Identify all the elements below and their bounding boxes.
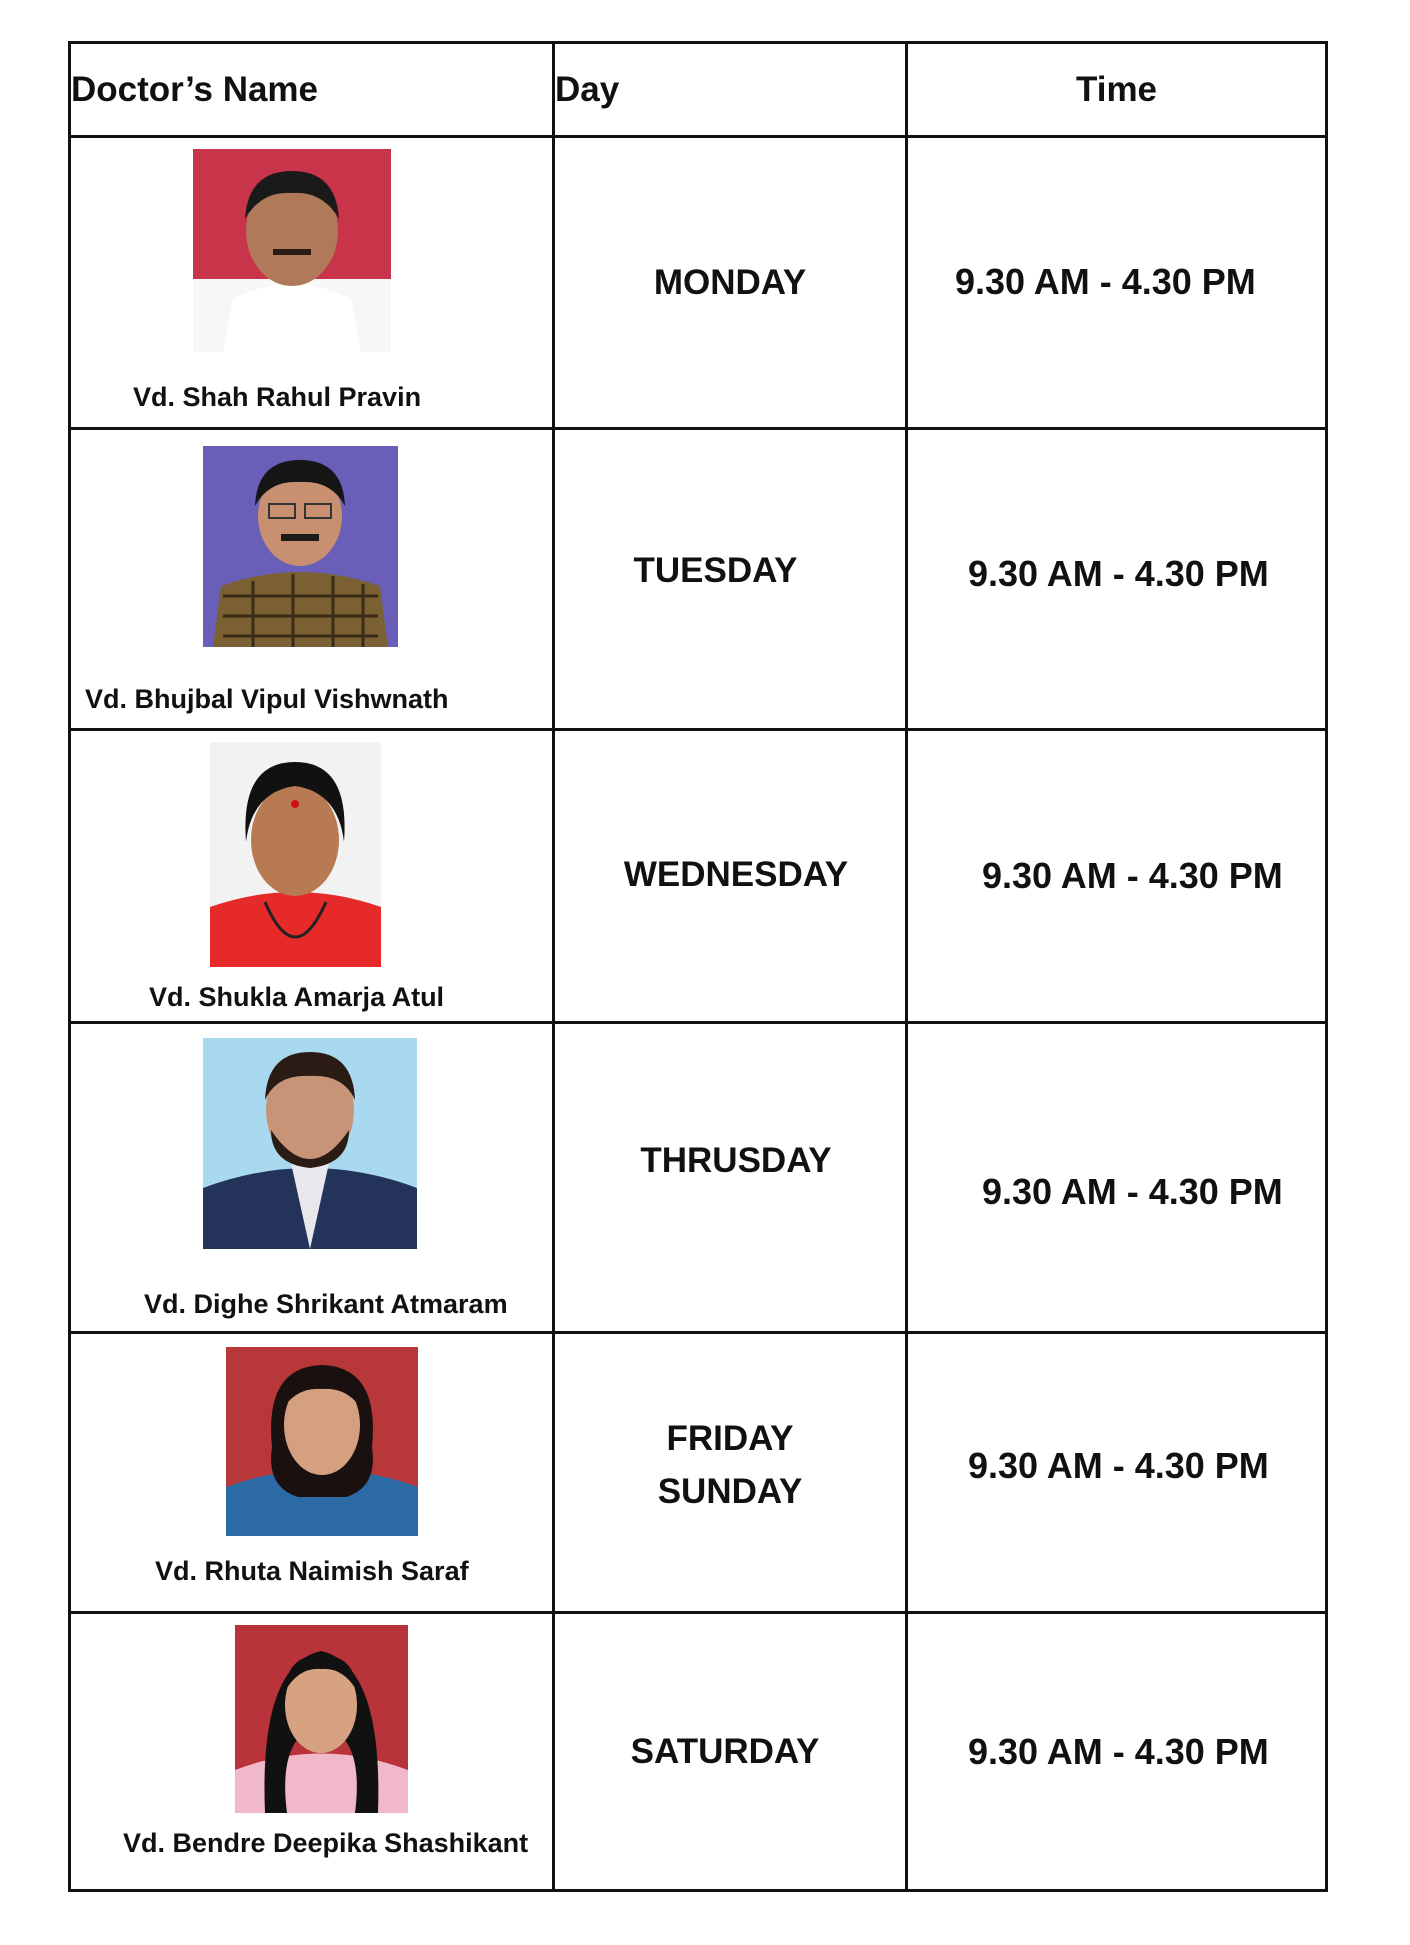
day-primary: THRUSDAY bbox=[640, 1141, 832, 1180]
day-cell bbox=[554, 730, 907, 1023]
doctor-cell bbox=[70, 1333, 554, 1613]
doctor-photo bbox=[226, 1347, 418, 1536]
header-row bbox=[70, 43, 1327, 137]
schedule-row bbox=[70, 730, 1327, 1023]
schedule-row bbox=[70, 137, 1327, 429]
time-label: 9.30 AM - 4.30 PM bbox=[968, 1730, 1269, 1772]
doctor-photo bbox=[203, 1038, 417, 1249]
doctor-photo bbox=[193, 149, 391, 352]
doctor-cell bbox=[70, 1613, 554, 1891]
doctor-name: Vd. Bendre Deepika Shashikant bbox=[123, 1828, 529, 1858]
time-cell bbox=[907, 730, 1327, 1023]
header-day: Day bbox=[554, 43, 907, 137]
doctor-cell bbox=[70, 137, 554, 429]
day-label bbox=[555, 256, 905, 309]
schedule-row bbox=[70, 1333, 1327, 1613]
doctor-name: Vd. Dighe Shrikant Atmaram bbox=[144, 1289, 508, 1319]
doctor-cell bbox=[70, 730, 554, 1023]
time-label: 9.30 AM - 4.30 PM bbox=[982, 1170, 1283, 1212]
day-cell bbox=[554, 1023, 907, 1333]
day-primary: WEDNESDAY bbox=[623, 854, 849, 894]
day-primary: FRIDAY bbox=[666, 1418, 794, 1458]
doctor-cell bbox=[70, 1023, 554, 1333]
time-cell bbox=[907, 1613, 1327, 1891]
doctor-photo bbox=[210, 742, 381, 967]
day-cell bbox=[554, 137, 907, 429]
day-primary: MONDAY bbox=[653, 263, 807, 302]
time-label: 9.30 AM - 4.30 PM bbox=[968, 1444, 1269, 1486]
time-cell bbox=[907, 1023, 1327, 1333]
time-cell bbox=[907, 1333, 1327, 1613]
header-doctor-name: Doctor’s Name bbox=[70, 43, 554, 137]
doctor-photo bbox=[235, 1625, 408, 1813]
schedule-row bbox=[70, 1023, 1327, 1333]
doctor-name: Vd. Bhujbal Vipul Vishwnath bbox=[85, 684, 449, 714]
header-time: Time bbox=[907, 43, 1327, 137]
time-label: 9.30 AM - 4.30 PM bbox=[982, 855, 1283, 896]
day-primary: SATURDAY bbox=[630, 1732, 820, 1771]
day-label bbox=[545, 1725, 905, 1778]
time-label: 9.30 AM - 4.30 PM bbox=[968, 553, 1269, 594]
doctor-name: Vd. Shukla Amarja Atul bbox=[149, 982, 445, 1012]
doctor-photo bbox=[203, 446, 398, 647]
day-label bbox=[555, 1412, 905, 1518]
doctor-schedule-table bbox=[68, 41, 1328, 1892]
day-secondary: SUNDAY bbox=[657, 1471, 803, 1511]
day-primary: TUESDAY bbox=[633, 550, 798, 590]
day-cell bbox=[554, 1333, 907, 1613]
schedule-row bbox=[70, 429, 1327, 730]
day-label bbox=[526, 544, 905, 597]
doctor-cell bbox=[70, 429, 554, 730]
day-cell bbox=[554, 429, 907, 730]
day-cell bbox=[554, 1613, 907, 1891]
day-label bbox=[567, 1134, 905, 1187]
time-cell bbox=[907, 429, 1327, 730]
doctor-name: Vd. Shah Rahul Pravin bbox=[133, 382, 422, 412]
schedule-row bbox=[70, 1613, 1327, 1891]
time-label: 9.30 AM - 4.30 PM bbox=[955, 260, 1256, 302]
day-label bbox=[567, 848, 905, 901]
doctor-name: Vd. Rhuta Naimish Saraf bbox=[155, 1556, 469, 1586]
time-cell bbox=[907, 137, 1327, 429]
